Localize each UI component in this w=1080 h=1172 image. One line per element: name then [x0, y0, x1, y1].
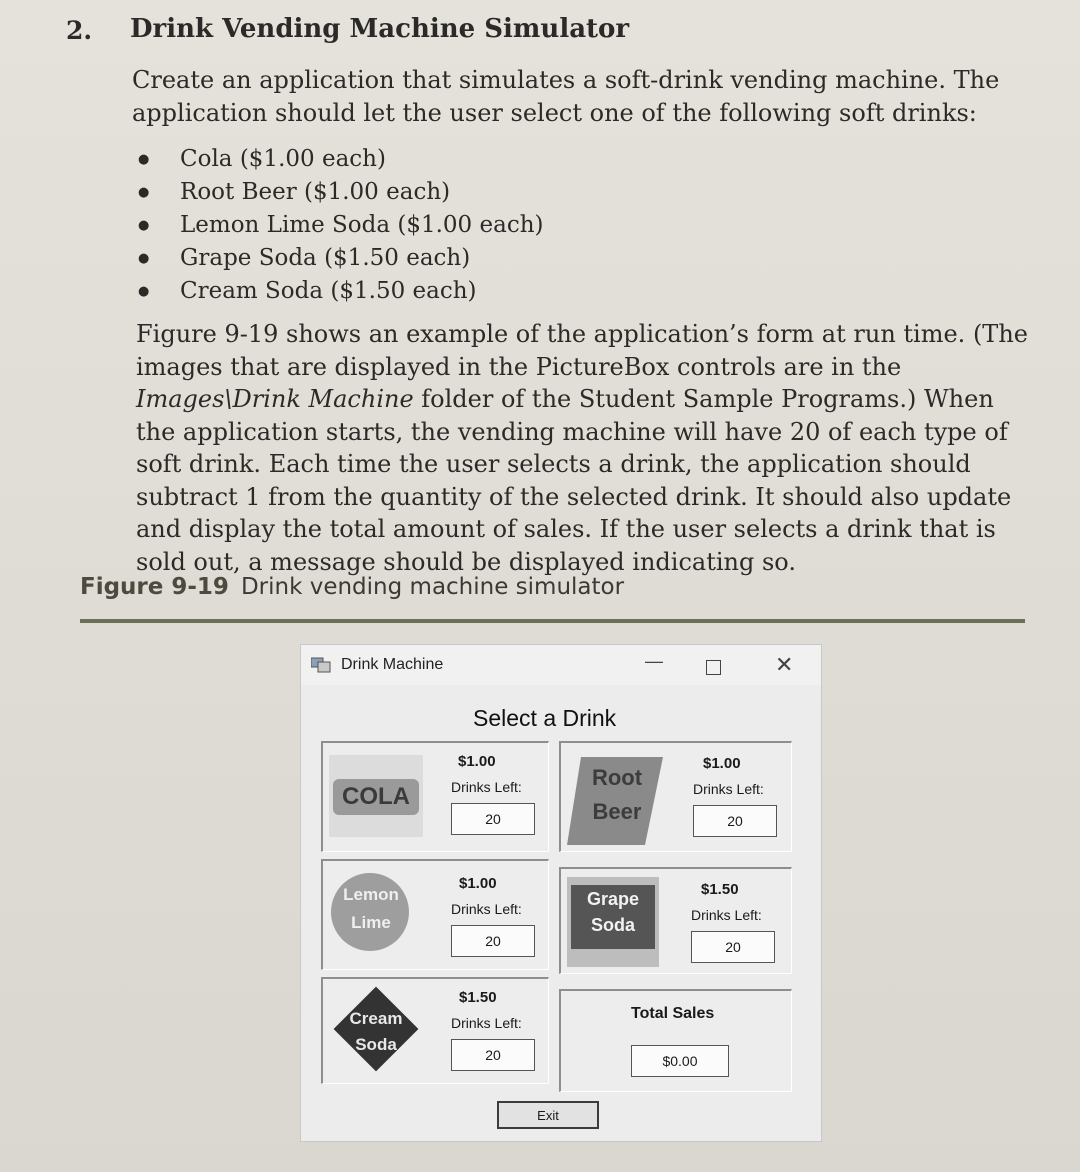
list-item: ● Cream Soda ($1.50 each) [130, 275, 544, 308]
cream-soda-drinks-left-label: Drinks Left: [451, 1015, 522, 1031]
list-item: ● Root Beer ($1.00 each) [130, 176, 544, 209]
root-beer-count: 20 [693, 805, 777, 837]
cream-soda-diamond [334, 987, 419, 1072]
cream-soda-picture[interactable] [333, 985, 419, 1077]
exercise-description [136, 318, 1036, 578]
total-sales-value: $0.00 [631, 1045, 729, 1077]
exit-button[interactable]: Exit [497, 1101, 599, 1129]
lemon-lime-count: 20 [451, 925, 535, 957]
select-drink-heading: Select a Drink [473, 705, 617, 731]
grape-soda-picture[interactable] [567, 877, 659, 967]
lemon-lime-text-2: Lime [351, 913, 391, 932]
exercise-title: Drink Vending Machine Simulator [130, 14, 630, 44]
figure-rule [80, 619, 1025, 623]
folder-path: Images\Drink Machine [136, 385, 414, 413]
grape-soda-panel [559, 867, 792, 974]
cola-logo-text: COLA [333, 779, 419, 815]
list-item: ● Grape Soda ($1.50 each) [130, 242, 544, 275]
app-icon [311, 657, 331, 673]
cream-soda-text-1: Cream [349, 1009, 403, 1028]
figure-caption [80, 574, 624, 600]
exercise-intro: Create an application that simulates a soft-drink vending machine. The application should let the user select one of the following soft drinks: [132, 66, 1000, 127]
close-button[interactable]: ✕ [775, 652, 794, 677]
list-item: ● Cola ($1.00 each) [130, 143, 544, 176]
grape-soda-drinks-left-label: Drinks Left: [691, 907, 762, 923]
root-beer-text-2: Beer [592, 799, 642, 824]
lemon-lime-panel [321, 859, 549, 970]
total-sales-panel [559, 989, 792, 1092]
cola-picture[interactable] [329, 755, 423, 837]
cream-soda-panel [321, 977, 549, 1084]
root-beer-text-1: Root [591, 765, 643, 790]
grape-soda-count: 20 [691, 931, 775, 963]
root-beer-drinks-left-label: Drinks Left: [693, 781, 764, 797]
exercise-number: 2. [66, 16, 93, 45]
list-item: ● Lemon Lime Soda ($1.00 each) [130, 209, 544, 242]
lemon-lime-text-1: Lemon [343, 885, 399, 904]
root-beer-picture[interactable] [567, 755, 663, 845]
maximize-button[interactable] [706, 660, 721, 675]
cream-soda-count: 20 [451, 1039, 535, 1071]
cream-soda-text-2: Soda [355, 1035, 397, 1054]
drink-machine-window [300, 644, 822, 1142]
total-sales-label: Total Sales [631, 1005, 715, 1022]
cola-panel [321, 741, 549, 852]
grape-soda-text-1: Grape [586, 889, 640, 909]
lemon-lime-price: $1.00 [459, 875, 497, 892]
window-title: Drink Machine [341, 656, 444, 673]
lemon-lime-drinks-left-label: Drinks Left: [451, 901, 522, 917]
grape-soda-price: $1.50 [701, 881, 739, 898]
minimize-button[interactable]: — [645, 651, 663, 671]
title-bar[interactable] [301, 645, 821, 685]
description-text: Figure 9-19 shows an example of the application’s form at run time. (The images that are displayed in the PictureBox controls are in the [136, 320, 1028, 381]
grape-soda-text-2: Soda [590, 915, 635, 935]
cream-soda-price: $1.50 [459, 989, 497, 1006]
lemon-lime-picture[interactable] [331, 869, 411, 955]
figure-number: Figure 9-19 [80, 574, 229, 600]
root-beer-panel [559, 741, 792, 852]
description-text-cont: folder of the Student Sample Programs.) When the application starts, the vending machine will have 20 of each type of soft drink. Each time the user selects a drink, the application should subtract 1 from the quantity of the selected drink. It should also update and display the total amount of sales. If the user selects a drink that is sold out, a message should be displayed indicating so. [136, 385, 1012, 576]
figure-caption-text: Drink vending machine simulator [240, 574, 625, 600]
cola-price: $1.00 [458, 753, 496, 770]
root-beer-price: $1.00 [703, 755, 741, 772]
drink-list [130, 143, 544, 308]
cola-count: 20 [451, 803, 535, 835]
cola-drinks-left-label: Drinks Left: [451, 779, 522, 795]
